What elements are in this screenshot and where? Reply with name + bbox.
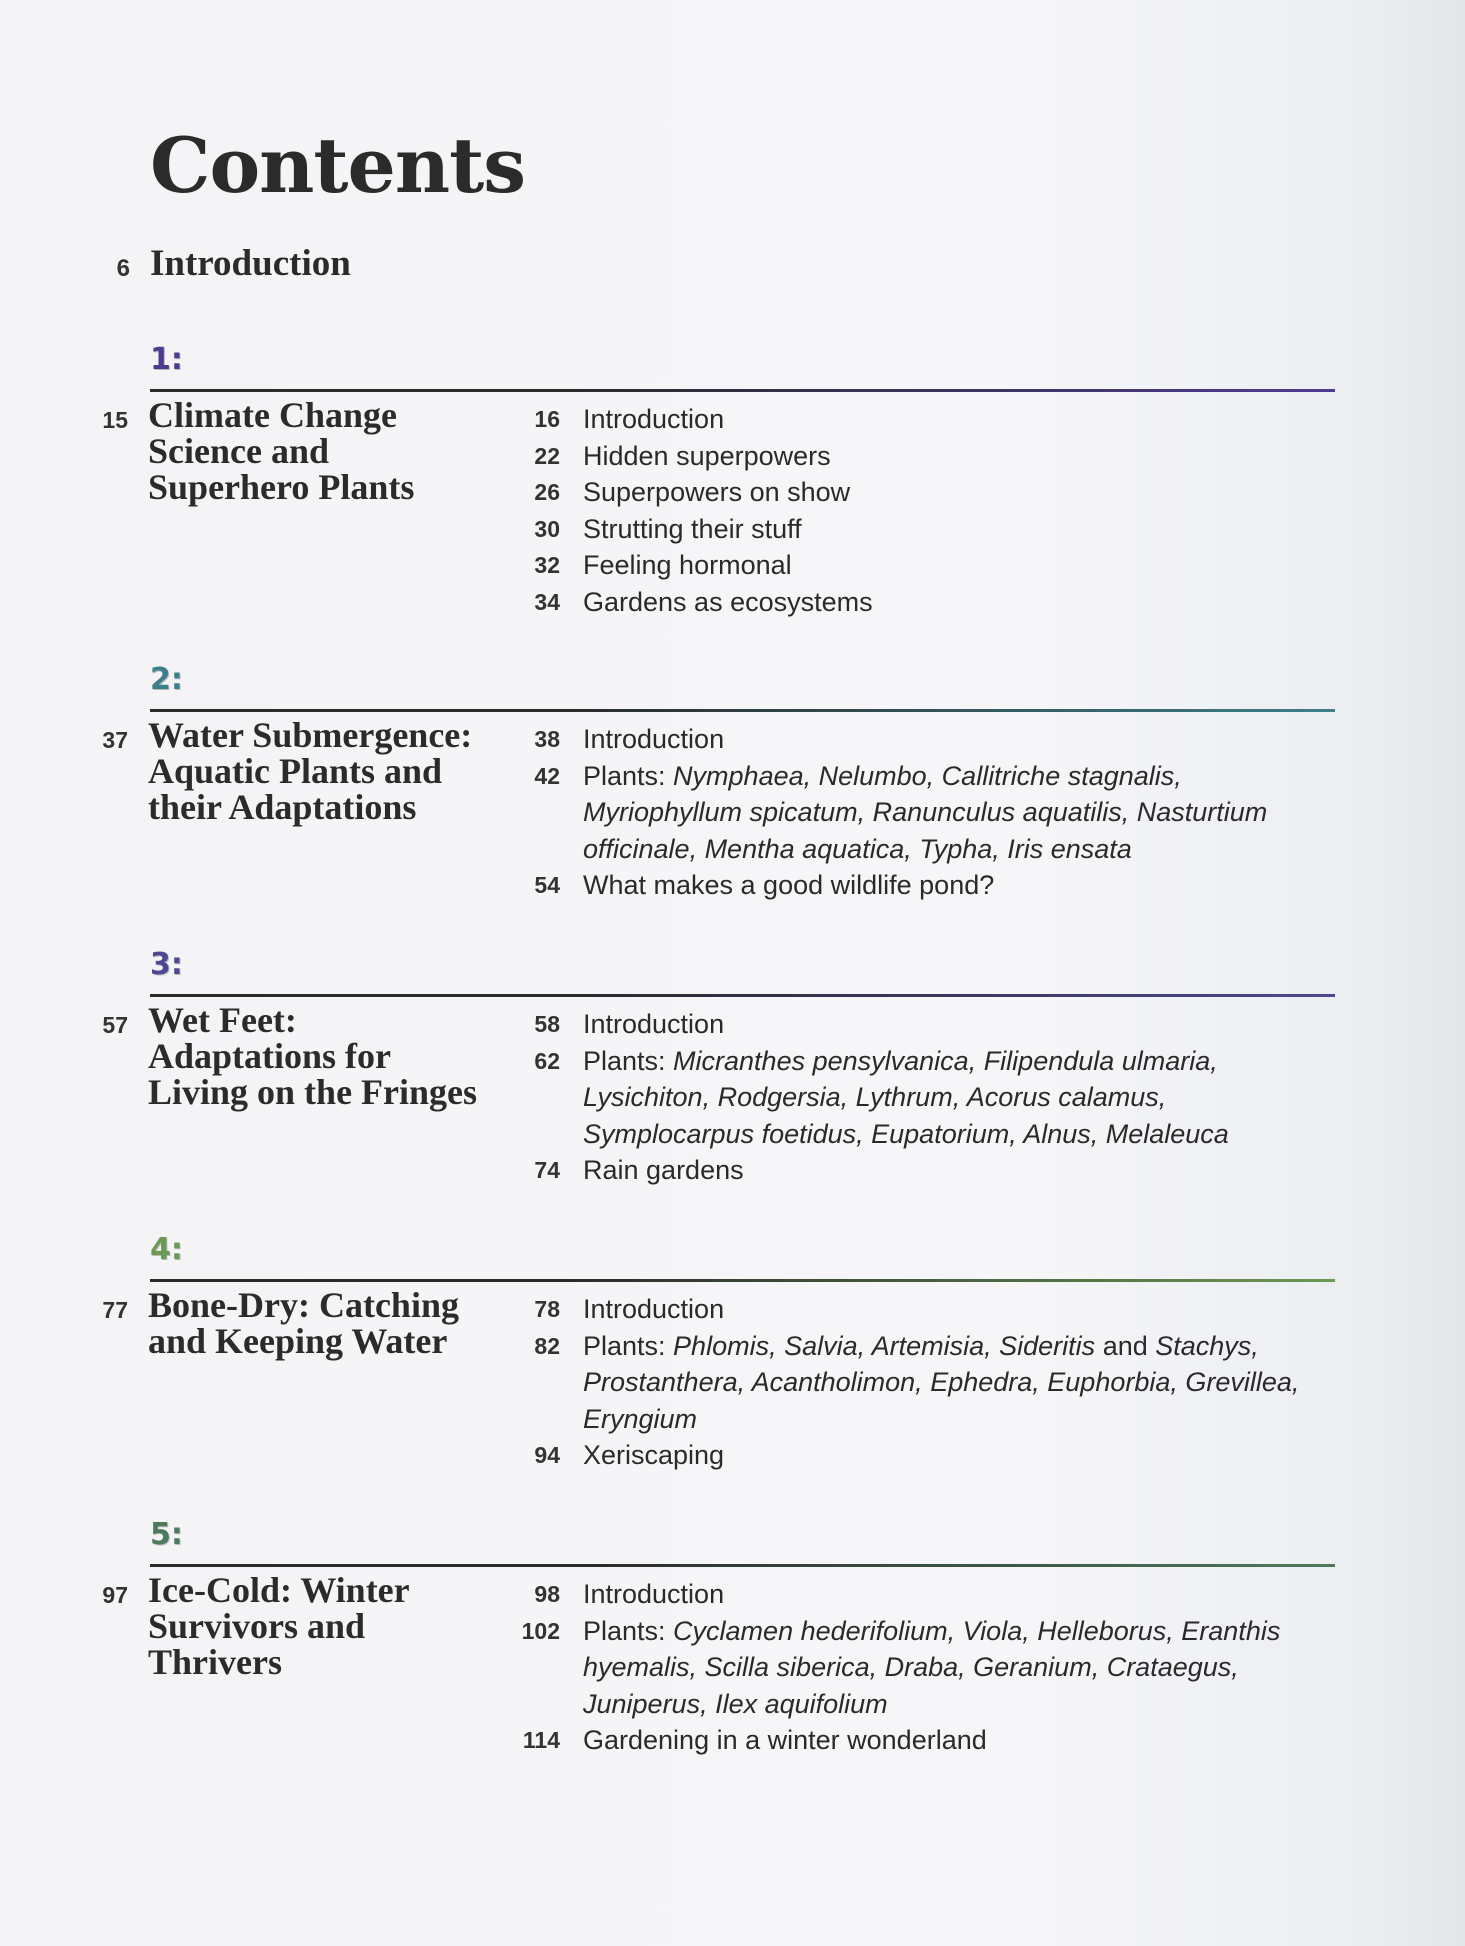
- subsection-title: Introduction: [583, 1579, 725, 1609]
- chapter-label: 2:: [150, 662, 183, 697]
- subsection-title: Strutting their stuff: [583, 513, 802, 544]
- subsection-item[interactable]: [500, 511, 1340, 548]
- chapter-title[interactable]: Wet Feet: Adaptations for Living on the Fringes: [148, 1000, 478, 1112]
- subsection-title: Introduction: [583, 404, 725, 434]
- subsection-page-number: 82: [534, 1332, 560, 1359]
- subsection-title: Hidden superpowers: [583, 440, 831, 471]
- subsection-page-number: 34: [534, 588, 560, 615]
- plants-label: Plants:: [583, 1615, 674, 1646]
- subsection-item[interactable]: [500, 401, 1340, 438]
- plants-list: Nymphaea, Nelumbo, Callitriche stagnalis, Myriophyllum spicatum, Ranunculus aquatilis, Nasturtium officinale, Mentha aquatica, Typha, Iris ensata: [583, 760, 1268, 864]
- subsection-item[interactable]: [500, 758, 1340, 868]
- plants-list: Phlomis, Salvia, Artemisia, Sideritis: [673, 1330, 1096, 1361]
- subsection-title: Introduction: [583, 724, 725, 754]
- chapter-divider: [150, 1564, 1335, 1567]
- subsection-item[interactable]: [500, 867, 1340, 904]
- intro-page-number: 6: [116, 255, 130, 282]
- subsection-list: [500, 401, 1340, 620]
- subsection-item[interactable]: [500, 584, 1340, 621]
- subsection-title: Feeling hormonal: [583, 550, 792, 580]
- chapter-label: 3:: [150, 947, 183, 982]
- subsection-item[interactable]: [500, 721, 1340, 758]
- subsection-page-number: 16: [534, 406, 560, 432]
- subsection-title: Gardens as ecosystems: [583, 586, 873, 617]
- subsection-item[interactable]: [500, 547, 1340, 584]
- chapter-title[interactable]: Climate Change Science and Superhero Plants: [148, 395, 415, 507]
- subsection-page-number: 42: [534, 762, 560, 789]
- subsection-list: [500, 1576, 1340, 1759]
- chapter-divider: [150, 709, 1335, 712]
- subsection-page-number: 94: [534, 1442, 560, 1468]
- subsection-page-number: 98: [534, 1581, 560, 1607]
- subsection-title: Xeriscaping: [583, 1440, 725, 1470]
- subsection-page-number: 62: [534, 1047, 560, 1074]
- subsection-item[interactable]: [500, 1722, 1340, 1759]
- subsection-page-number: 114: [522, 1727, 560, 1753]
- subsection-item[interactable]: [500, 1613, 1340, 1723]
- subsection-item[interactable]: [500, 1006, 1340, 1043]
- plants-list: Micranthes pensylvanica, Filipendula ulmaria, Lysichiton, Rodgersia, Lythrum, Acorus calamus, Symplocarpus foetidus, Eupatorium, Alnus, Melaleuca: [583, 1045, 1229, 1149]
- plants-list-continued: Stachys, Prostanthera, Acantholimon, Ephedra, Euphorbia, Grevillea, Eryngium: [583, 1330, 1300, 1434]
- chapter-page-number: 97: [102, 1582, 128, 1608]
- chapter-label: 1:: [150, 342, 183, 377]
- chapter-page-number: 57: [102, 1012, 128, 1038]
- subsection-item[interactable]: [500, 1152, 1340, 1189]
- plants-conjunction: and: [1095, 1330, 1156, 1361]
- subsection-page-number: 78: [534, 1296, 560, 1322]
- intro-title: Introduction: [150, 243, 351, 284]
- subsection-list: [500, 1006, 1340, 1189]
- subsection-item[interactable]: [500, 1328, 1340, 1438]
- subsection-item[interactable]: [500, 1043, 1340, 1153]
- subsection-item[interactable]: [500, 474, 1340, 511]
- subsection-list: [500, 721, 1340, 904]
- chapter-page-number: 77: [102, 1297, 128, 1323]
- plants-label: Plants:: [583, 760, 674, 791]
- chapter-title[interactable]: Water Submergence: Aquatic Plants and their Adaptations: [148, 715, 473, 827]
- subsection-page-number: 30: [534, 515, 560, 542]
- page-title: Contents: [150, 121, 526, 210]
- subsection-page-number: 38: [534, 726, 560, 752]
- subsection-page-number: 32: [534, 552, 560, 578]
- chapter-label: 5:: [150, 1517, 183, 1552]
- subsection-page-number: 102: [521, 1617, 560, 1644]
- chapter-label: 4:: [150, 1232, 183, 1267]
- plants-label: Plants:: [583, 1330, 674, 1361]
- chapter-divider: [150, 994, 1335, 997]
- subsection-item[interactable]: [500, 1437, 1340, 1474]
- chapter-title[interactable]: Ice-Cold: Winter Survivors and Thrivers: [148, 1570, 409, 1682]
- chapter-divider: [150, 1279, 1335, 1282]
- subsection-page-number: 26: [534, 479, 560, 505]
- subsection-page-number: 54: [534, 872, 560, 898]
- chapter-page-number: 37: [102, 727, 128, 753]
- plants-list: Cyclamen hederifolium, Viola, Helleborus, Eranthis hyemalis, Scilla siberica, Draba, Geranium, Crataegus, Juniperus, Ilex aquifolium: [583, 1615, 1281, 1719]
- subsection-title: Superpowers on show: [583, 477, 851, 507]
- subsection-page-number: 58: [534, 1011, 560, 1037]
- subsection-title: Introduction: [583, 1009, 725, 1039]
- plants-label: Plants:: [583, 1045, 674, 1076]
- subsection-page-number: 74: [534, 1157, 560, 1183]
- subsection-list: [500, 1291, 1340, 1474]
- subsection-item[interactable]: [500, 438, 1340, 475]
- chapter-page-number: 15: [102, 407, 128, 433]
- chapter-title[interactable]: Bone-Dry: Catching and Keeping Water: [148, 1285, 459, 1361]
- subsection-title: Introduction: [583, 1294, 725, 1324]
- chapter-divider: [150, 389, 1335, 392]
- subsection-page-number: 22: [534, 442, 560, 469]
- subsection-title: Rain gardens: [583, 1155, 744, 1185]
- subsection-item[interactable]: [500, 1576, 1340, 1613]
- intro-entry[interactable]: [0, 240, 700, 290]
- subsection-title: Gardening in a winter wonderland: [583, 1725, 987, 1755]
- subsection-title: What makes a good wildlife pond?: [583, 870, 995, 900]
- subsection-item[interactable]: [500, 1291, 1340, 1328]
